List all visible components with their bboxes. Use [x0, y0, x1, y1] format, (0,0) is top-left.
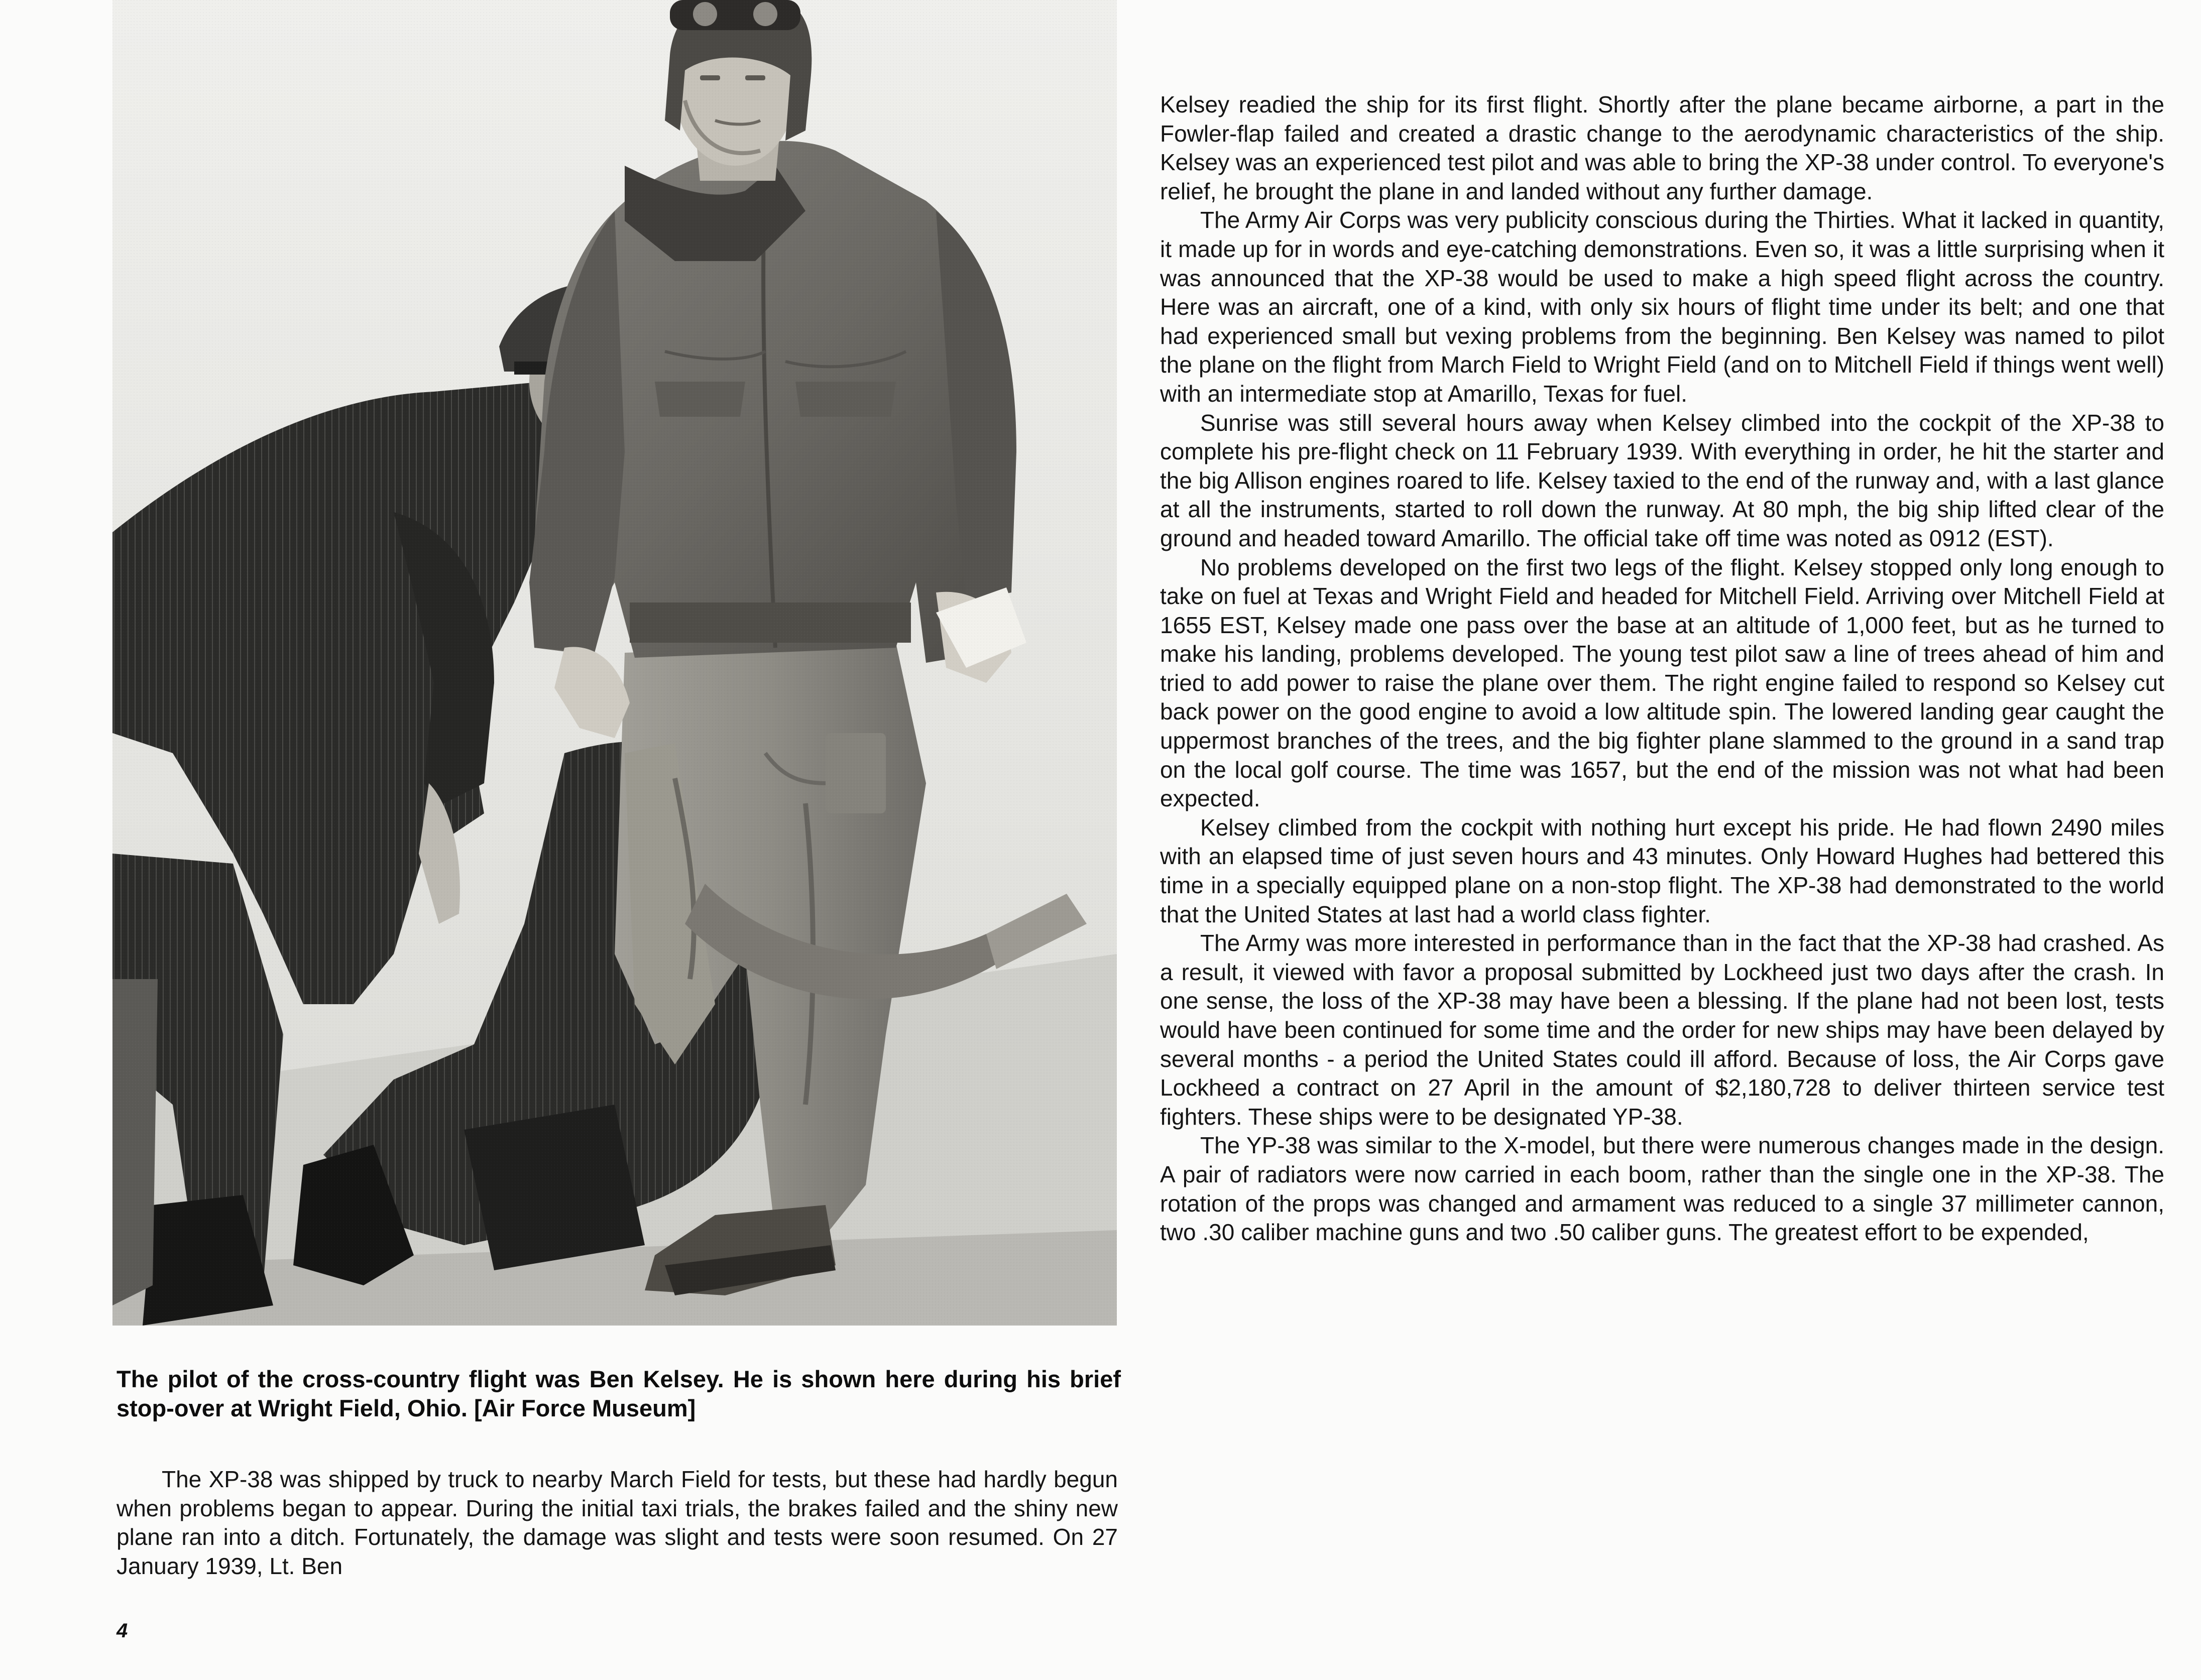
paragraph: The Army Air Corps was very publicity conscious during the Thirties. What it lacked in quantity, it made up for in words and eye-catching demonstrations. Even so, it was a little surprising when it was announced that the XP-38 would be used to make a high speed flight across the country. Here was an aircraft, one of a kind, with only six hours of flight time under its belt; and one that had experienced small but vexing problems from the beginning. Ben Kelsey was named to pilot the plane on the flight from March Field to Wright Field (and on to Mitchell Field if things went well) with an intermediate stop at Amarillo, Texas for fuel. [1160, 207, 2164, 407]
paragraph: The YP-38 was similar to the X-model, but there were numerous changes made in the design. A pair of radiators were now carried in each boom, rather than the single one in the XP-38. The rotation of the props was changed and armament was reduced to a single 37 millimeter cannon, two .30 caliber machine guns and two .50 caliber guns. The greatest effort to be expended, [1160, 1132, 2164, 1246]
photo-caption: The pilot of the cross-country flight was Ben Kelsey. He is shown here during his brief stop-over at Wright Field, Ohio. [Air Force Museum] [117, 1366, 1121, 1421]
right-text-column [1160, 90, 2164, 1247]
photo-image [112, 0, 1117, 1326]
paragraph: Sunrise was still several hours away when Kelsey climbed into the cockpit of the XP-38 to complete his pre-flight check on 11 February 1939. With everything in order, he hit the starter and the big Allison engines roared to life. Kelsey taxied to the end of the runway and, with a last glance at all the instruments, started to roll down the runway. At 80 mph, the big ship lifted clear of the ground and headed toward Amarillo. The official take off time was noted as 0912 (EST). [1160, 409, 2164, 551]
page-number: 4 [117, 1620, 128, 1642]
paragraph: Kelsey readied the ship for its first flight. Shortly after the plane became airborne, a part in the Fowler-flap failed and created a drastic change to the aerodynamic characteristics of the ship. Kelsey was an experienced test pilot and was able to bring the XP-38 under control. To everyone's relief, he brought the plane in and landed without any further damage. [1160, 91, 2164, 204]
paragraph: The XP-38 was shipped by truck to nearby March Field for tests, but these had hardly begun when problems began to appear. During the initial taxi trials, the brakes failed and the shiny new plane ran into a ditch. Fortunately, the damage was slight and tests were soon resumed. On 27 January 1939, Lt. Ben [117, 1466, 1118, 1579]
paragraph: Kelsey climbed from the cockpit with nothing hurt except his pride. He had flown 2490 miles with an elapsed time of just seven hours and 43 minutes. Only Howard Hughes had bettered this time in a specially equipped plane on a non-stop flight. The XP-38 had demonstrated to the world that the United States at last had a world class fighter. [1160, 814, 2164, 927]
left-text-column [117, 1465, 1118, 1581]
paragraph: No problems developed on the first two legs of the flight. Kelsey stopped only long enough to take on fuel at Texas and Wright Field and headed for Mitchell Field. Arriving over Mitchell Field at 1655 EST, Kelsey made one pass over the base at an altitude of 1,000 feet, but as he turned to make his landing, problems developed. The young test pilot saw a line of trees ahead of him and tried to add power to raise the plane over them. The right engine failed to respond so Kelsey cut back power on the good engine to avoid a low altitude spin. The lowered landing gear caught the uppermost branches of the trees, and the big fighter plane slammed to the ground in a sand trap on the local golf course. The time was 1657, but the end of the mission was not what had been expected. [1160, 554, 2164, 812]
paragraph: The Army was more interested in performance than in the fact that the XP-38 had crashed. As a result, it viewed with favor a proposal submitted by Lockheed just two days after the crash. In one sense, the loss of the XP-38 may have been a blessing. If the plane had not been lost, tests would have been continued for some time and the order for new ships may have been delayed by several months - a period the United States could ill afford. Because of loss, the Air Corps gave Lockheed a contract on 27 April in the amount of $2,180,728 to deliver thirteen service test fighters. These ships were to be designated YP-38. [1160, 930, 2164, 1130]
pilot-photograph [112, 0, 1117, 1326]
